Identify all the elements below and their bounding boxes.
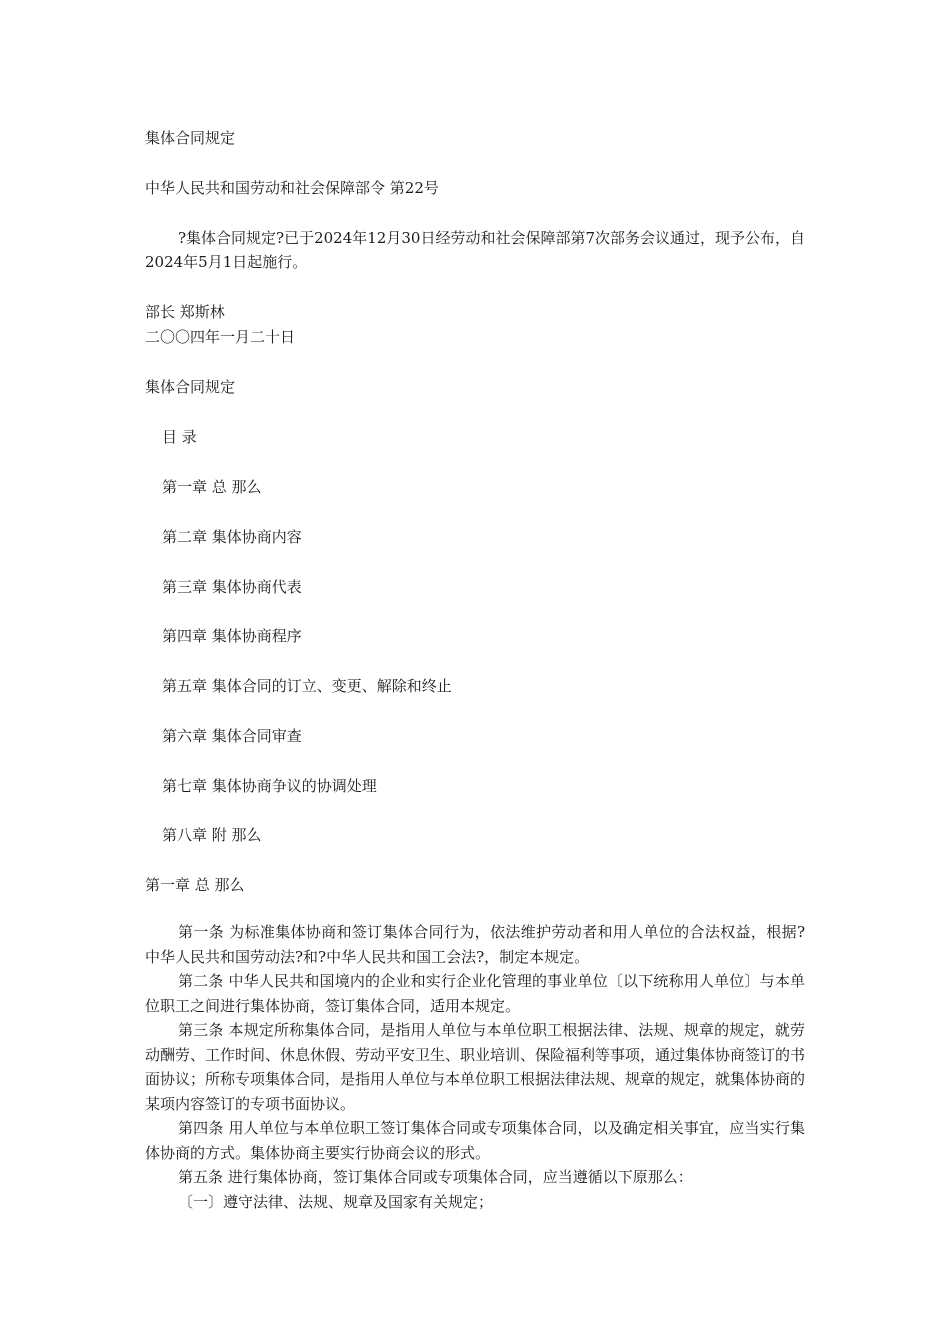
toc-item: 第三章 集体协商代表 <box>162 578 302 596</box>
toc-item: 第二章 集体协商内容 <box>162 528 302 546</box>
chapter-heading: 第一章 总 那么 <box>145 876 245 894</box>
toc-item: 第八章 附 那么 <box>162 826 262 844</box>
article-paragraph: 第一条 为标准集体协商和签订集体合同行为，依法维护劳动者和用人单位的合法权益，根据?中华人民共和国劳动法?和?中华人民共和国工会法?，制定本规定。 <box>145 923 805 966</box>
announcement-paragraph: ?集体合同规定?已于2024年12月30日经劳动和社会保障部第7次部务会议通过，现予公布，自2024年5月1日起施行。 <box>145 229 805 271</box>
toc-heading: 目 录 <box>162 428 197 446</box>
article-list <box>145 920 805 1214</box>
toc-item: 第一章 总 那么 <box>162 478 262 496</box>
toc-item: 第七章 集体协商争议的协调处理 <box>162 777 377 795</box>
article-paragraph: 第五条 进行集体协商，签订集体合同或专项集体合同，应当遵循以下原那么： <box>178 1168 693 1186</box>
document-title: 集体合同规定 <box>145 129 236 147</box>
minister-signature: 部长 郑斯林 <box>145 303 225 321</box>
article-paragraph: 第三条 本规定所称集体合同，是指用人单位与本单位职工根据法律、法规、规章的规定，就劳动酬劳、工作时间、休息休假、劳动平安卫生、职业培训、保险福利等事项，通过集体协商签订的书面协议；所称专项集体合同，是指用人单位与本单位职工根据法律法规、规章的规定，就集体协商的某项内容签订的专项书面协议。 <box>145 1021 806 1113</box>
issue-date: 二〇〇四年一月二十日 <box>145 328 296 346</box>
regulation-title: 集体合同规定 <box>145 378 236 396</box>
article-paragraph: 第二条 中华人民共和国境内的企业和实行企业化管理的事业单位〔以下统称用人单位〕与本单位职工之间进行集体协商，签订集体合同，适用本规定。 <box>145 972 805 1015</box>
article-list-item: 〔一〕遵守法律、法规、规章及国家有关规定； <box>178 1192 494 1211</box>
toc-item: 第四章 集体协商程序 <box>162 627 302 645</box>
decree-number: 中华人民共和国劳动和社会保障部令 第22号 <box>145 179 439 197</box>
toc-item: 第六章 集体合同审查 <box>162 727 302 745</box>
article-paragraph: 第四条 用人单位与本单位职工签订集体合同或专项集体合同，以及确定相关事宜，应当实行集体协商的方式。集体协商主要实行协商会议的形式。 <box>145 1119 805 1162</box>
toc-item: 第五章 集体合同的订立、变更、解除和终止 <box>162 677 452 695</box>
